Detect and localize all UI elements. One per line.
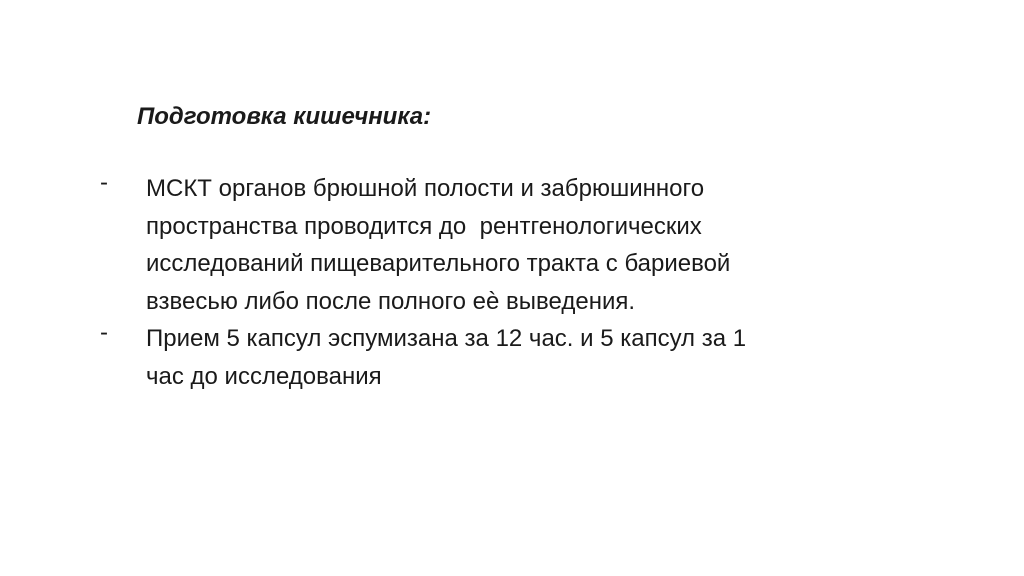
bullet-dash: -	[100, 169, 108, 196]
slide-heading: Подготовка кишечника:	[137, 103, 432, 130]
bullet-text-line: взвесью либо после полного еѐ выведения.	[146, 287, 636, 315]
bullet-item	[100, 170, 920, 320]
bullet-list	[100, 170, 920, 395]
bullet-text-line: Прием 5 капсул эспумизана за 12 час. и 5 капсул за 1	[146, 325, 747, 352]
bullet-item	[100, 320, 920, 395]
bullet-text-line: исследований пищеварительного тракта с бариевой	[146, 250, 731, 277]
bullet-text-line: пространства проводится до рентгенологических	[146, 212, 702, 240]
bullet-dash: -	[100, 319, 108, 346]
bullet-text-line: МСКТ органов брюшной полости и забрюшинного	[146, 175, 705, 202]
bullet-text-line: час до исследования	[146, 362, 382, 390]
